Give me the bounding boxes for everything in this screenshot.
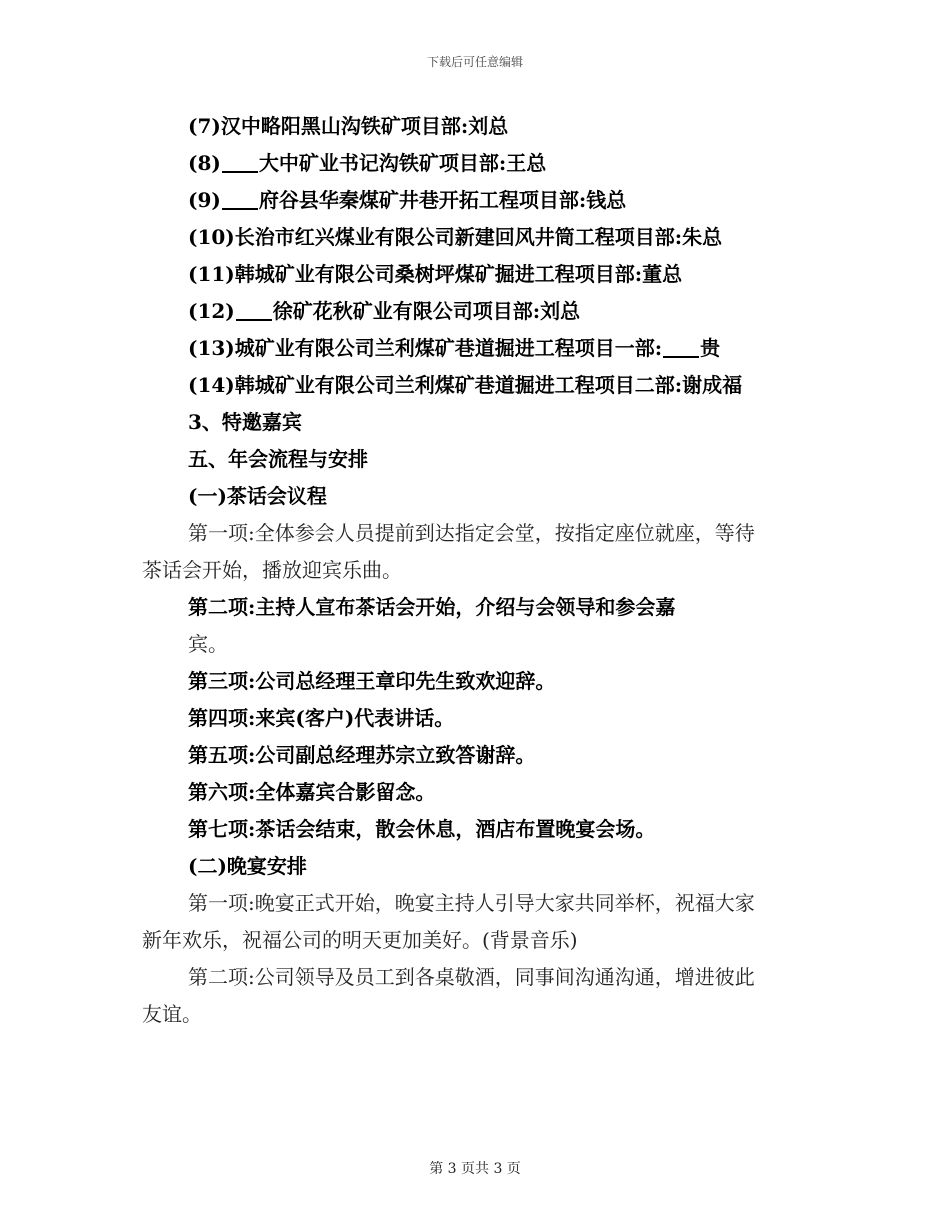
list-item-14: (14)韩城矿业有限公司兰利煤矿巷道掘进工程项目二部:谢成福 — [188, 373, 743, 397]
document-body — [142, 108, 822, 1033]
paragraph-line: 第二项:主持人宣布茶话会开始，介绍与会领导和参会嘉 — [188, 595, 676, 619]
paragraph-line: 友谊。 — [142, 1002, 202, 1026]
subheading-banquet: (二)晚宴安排 — [188, 854, 307, 878]
section-special-guests: 3、特邀嘉宾 — [188, 410, 302, 434]
paragraph-line: 第一项:全体参会人员提前到达指定会堂，按指定座位就座，等待 — [188, 521, 755, 545]
list-item-7: (7)汉中略阳黑山沟铁矿项目部:刘总 — [188, 114, 509, 138]
blank-underline — [222, 188, 258, 210]
paragraph-line: 宾。 — [188, 632, 228, 656]
blank-underline — [222, 151, 258, 173]
paragraph-line: 茶话会开始，播放迎宾乐曲。 — [142, 558, 402, 582]
list-item-8: (8) 大中矿业书记沟铁矿项目部:王总 — [188, 151, 547, 175]
paragraph-line: 第四项:来宾(客户)代表讲话。 — [188, 706, 455, 730]
paragraph-line: 第一项:晚宴正式开始，晚宴主持人引导大家共同举杯，祝福大家 — [188, 891, 755, 915]
blank-underline — [663, 336, 699, 358]
page-header: 下载后可任意编辑 — [426, 55, 523, 69]
list-item-9: (9) 府谷县华秦煤矿井巷开拓工程项目部:钱总 — [188, 188, 627, 212]
paragraph-line: 第五项:公司副总经理苏宗立致答谢辞。 — [188, 743, 536, 767]
list-item-12: (12) 徐矿花秋矿业有限公司项目部:刘总 — [188, 299, 581, 323]
paragraph-line: 第二项:公司领导及员工到各桌敬酒，同事间沟通沟通，增进彼此 — [188, 965, 755, 989]
page-footer: 第 3 页共 3 页 — [429, 1161, 521, 1177]
list-item-11: (11)韩城矿业有限公司桑树坪煤矿掘进工程项目部:董总 — [188, 262, 683, 286]
list-item-13: (13)城矿业有限公司兰利煤矿巷道掘进工程项目一部: 贵 — [188, 336, 721, 360]
paragraph-line: 新年欢乐，祝福公司的明天更加美好。(背景音乐) — [142, 928, 578, 952]
paragraph-line: 第六项:全体嘉宾合影留念。 — [188, 780, 436, 804]
list-item-10: (10)长治市红兴煤业有限公司新建回风井筒工程项目部:朱总 — [188, 225, 723, 249]
paragraph-line: 第三项:公司总经理王章印先生致欢迎辞。 — [188, 669, 556, 693]
blank-underline — [236, 299, 272, 321]
subheading-tea-party: (一)茶话会议程 — [188, 484, 327, 508]
paragraph-line: 第七项:茶话会结束，散会休息，酒店布置晚宴会场。 — [188, 817, 656, 841]
section-heading-5: 五、年会流程与安排 — [188, 447, 368, 471]
